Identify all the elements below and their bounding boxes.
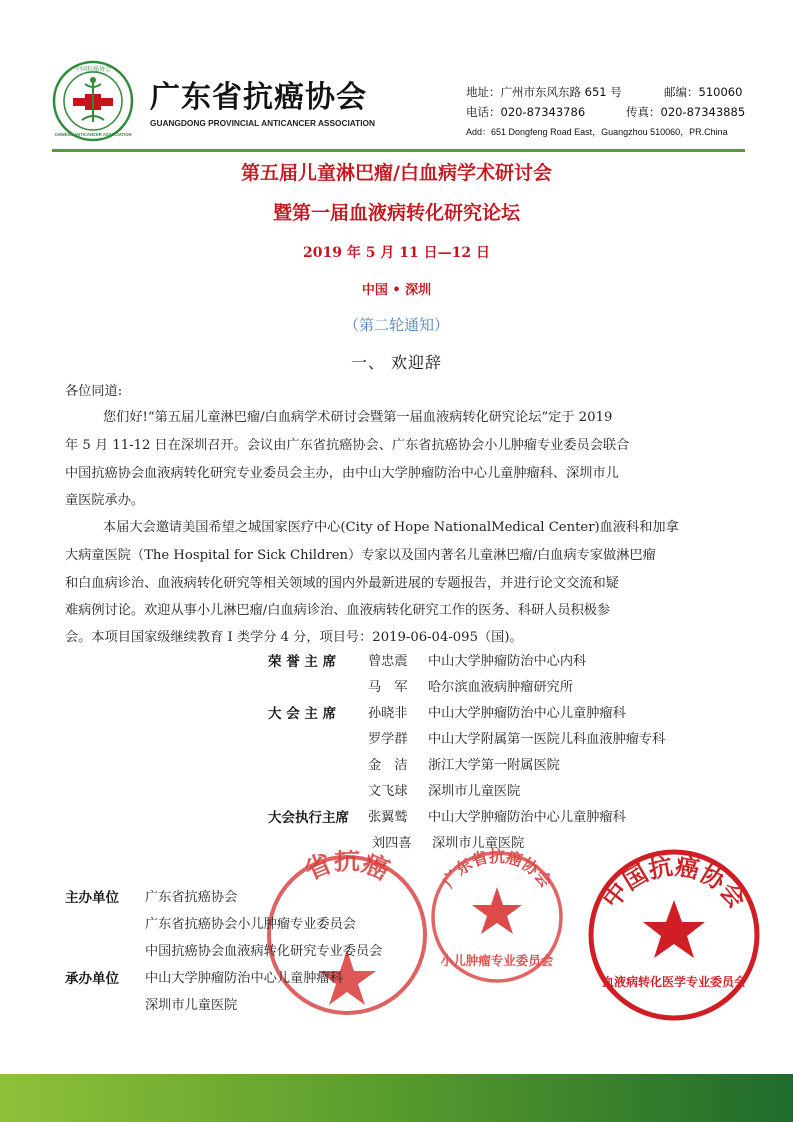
host-unit: 广东省抗癌协会小儿肿瘤专业委员会 [145,917,356,932]
paragraph-1-line: 中国抗癌协会血液病转化研究专业委员会主办，由中山大学肿瘤防治中心儿童肿瘤科、深圳市儿 [65,466,619,481]
paragraph-2-line: 难病例讨论。欢迎从事小儿淋巴瘤/白血病诊治、血液病转化研究工作的医务、科研人员积极参 [65,603,611,618]
logo-side-text: CHINESE ANTICANCER ASSOCIATION [54,132,132,137]
committee-name: 文飞球 [368,784,408,799]
seal-text: 中国抗癌协会 [596,852,752,914]
committee-role: 大 会 主 席 [268,706,337,722]
seal-pediatric-oncology-committee [428,847,566,991]
host-unit: 广东省抗癌协会 [145,890,238,905]
header-address: 地址：广州市东风东路 651 号 [466,85,622,99]
undertaker-unit: 中山大学肿瘤防治中心儿童肿瘤科 [145,971,343,986]
footer-bar [0,1074,793,1122]
paragraph-1-line: 年 5 月 11-12 日在深圳召开。会议由广东省抗癌协会、广东省抗癌协会小儿肿瘤专业委员会联合 [65,438,630,453]
header-address-en: Add：651 Dongfeng Road East，Guangzhou 510060，PR.China [466,127,728,137]
logo-top-text: 中国抗癌协会 [74,66,112,73]
committee-role: 荣 誉 主 席 [268,654,337,670]
host-unit: 中国抗癌协会血液病转化研究专业委员会 [145,944,383,959]
committee-institution: 深圳市儿童医院 [428,784,521,799]
notice-round: （第二轮通知） [343,316,449,334]
event-place: 中国 • 深圳 [361,283,432,298]
header-fax: 传真：020-87343885 [626,105,746,119]
title-line-1: 第五届儿童淋巴瘤/白血病学术研讨会 [241,162,552,184]
committee-institution: 浙江大学第一附属医院 [428,758,560,773]
header-tel: 电话：020-87343786 [466,105,586,119]
org-name-en: GUANGDONG PROVINCIAL ANTICANCER ASSOCIATION [150,118,375,128]
svg-text:广东省抗癌协会 [438,847,555,891]
association-logo [52,60,134,142]
event-date: 2019 年 5 月 11 日—12 日 [303,245,490,261]
committee-name: 金 洁 [368,758,408,773]
committee-name: 曾忠震 [368,654,408,669]
committee-name: 张翼鹫 [368,810,408,825]
committee-name: 刘四喜 [372,836,412,851]
paragraph-2-line: 和白血病诊治、血液病转化研究等相关领域的国内外最新进展的专题报告，并进行论文交流和疑 [65,576,619,591]
greeting: 各位同道: [65,384,123,399]
org-name-cn: 广东省抗癌协会 [150,80,367,115]
paragraph-1-line: 童医院承办。 [65,493,145,508]
paragraph-2-line: 会。本项目国家级继续教育 I 类学分 4 分，项目号：2019-06-04-095（国)。 [65,630,523,645]
committee-name: 孙晓非 [368,706,408,721]
host-label: 主办单位 [65,890,119,906]
seal-text: 小儿肿瘤专业委员会 [440,953,554,968]
title-line-2: 暨第一届血液病转化研究论坛 [272,202,520,224]
seal-guangdong-anticancer [262,850,432,1024]
seal-chinese-anticancer-hematology [585,846,763,1028]
committee-institution: 中山大学肿瘤防治中心内科 [428,654,587,669]
seal-text: 广东省抗癌协会 [438,847,556,891]
section-heading: 一、 欢迎辞 [350,353,443,372]
svg-text:省抗癌 [301,850,394,887]
seal-text: 省抗癌 [300,850,394,887]
paragraph-1-line: 您们好!“第五届儿童淋巴瘤/白血病学术研讨会暨第一届血液病转化研究论坛”定于 2019 [103,410,613,425]
paragraph-2-line: 本届大会邀请美国希望之城国家医疗中心(City of Hope NationalMedical Center)血液科和加拿 [103,520,679,535]
committee-institution: 中山大学肿瘤防治中心儿童肿瘤科 [428,706,626,721]
paragraph-2-line: 大病童医院（The Hospital for Sick Children）专家以及国内著名儿童淋巴瘤/白血病专家做淋巴瘤 [65,548,656,563]
header-divider [52,149,745,152]
committee-institution: 中山大学附属第一医院儿科血液肿瘤专科 [428,732,666,747]
committee-role: 大会执行主席 [268,810,349,826]
committee-institution: 中山大学肿瘤防治中心儿童肿瘤科 [428,810,626,825]
committee-name: 罗学群 [368,732,408,747]
seal-text: 血液病转化医学专业委员会 [601,975,747,989]
committee-institution: 深圳市儿童医院 [432,836,525,851]
undertaker-label: 承办单位 [65,971,119,987]
committee-name: 马 军 [368,680,408,695]
committee-institution: 哈尔滨血液病肿瘤研究所 [428,680,574,695]
header-postcode: 邮编：510060 [664,85,743,99]
undertaker-unit: 深圳市儿童医院 [145,998,238,1013]
